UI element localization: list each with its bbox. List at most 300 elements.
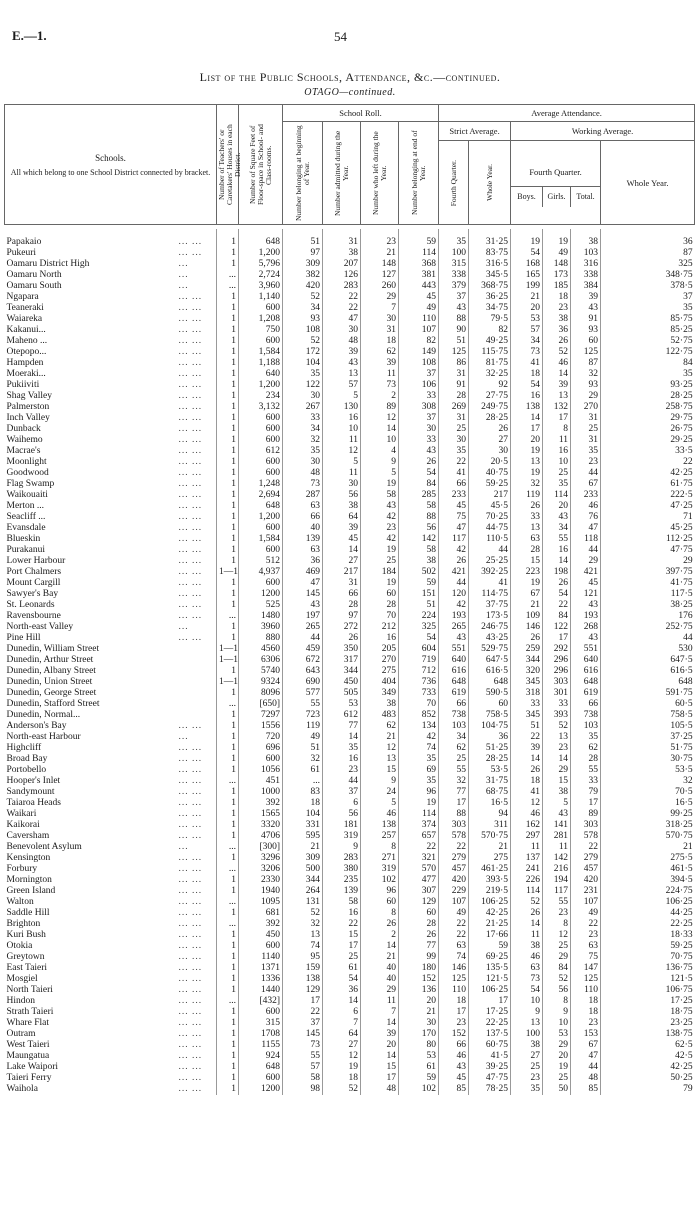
table-row xyxy=(5,985,695,996)
cell-floor-space: 1,188 xyxy=(239,358,283,369)
cell-whole-year: 122·75 xyxy=(601,347,695,358)
cell-roll-admitted: 37 xyxy=(323,787,361,798)
leader-dots: ... ... xyxy=(178,413,203,423)
cell-girls: 35 xyxy=(543,479,571,490)
cell-roll-admitted: 217 xyxy=(323,567,361,578)
cell-roll-left: 39 xyxy=(361,1029,399,1040)
school-name: Taieri Ferry xyxy=(6,1073,52,1083)
cell-roll-end: 99 xyxy=(399,952,439,963)
cell-whole-year: 378·5 xyxy=(601,281,695,292)
cell-teachers: 1 xyxy=(217,820,239,831)
cell-whole-year: 42·25 xyxy=(601,468,695,479)
cell-roll-beginning: 138 xyxy=(283,974,323,985)
school-name: Whare Flat xyxy=(6,1018,49,1028)
cell-roll-left: 127 xyxy=(361,270,399,281)
cell-whole-year: 59·25 xyxy=(601,941,695,952)
leader-dots: ... ... xyxy=(178,831,203,841)
cell-roll-end: 59 xyxy=(399,1073,439,1084)
school-name: Forbury xyxy=(6,864,38,874)
leader-dots xyxy=(177,688,217,699)
cell-strict-whole: 104·75 xyxy=(469,721,511,732)
cell-roll-beginning: 309 xyxy=(283,853,323,864)
cell-total: 60 xyxy=(571,336,601,347)
leader-dots: ... ... xyxy=(178,974,203,984)
cell-roll-admitted: 22 xyxy=(323,919,361,930)
cell-roll-end: 33 xyxy=(399,391,439,402)
cell-roll-end: 134 xyxy=(399,721,439,732)
cell-girls: 53 xyxy=(543,1029,571,1040)
cell-roll-beginning: 57 xyxy=(283,1062,323,1073)
cell-teachers: 1 xyxy=(217,457,239,468)
cell-total: 551 xyxy=(571,644,601,655)
cell-roll-end: 61 xyxy=(399,1062,439,1073)
cell-girls: 296 xyxy=(543,655,571,666)
cell-roll-end: 307 xyxy=(399,886,439,897)
cell-strict-whole: 44·75 xyxy=(469,523,511,534)
cell-strict-whole: 37·75 xyxy=(469,600,511,611)
cell-teachers: 1 xyxy=(217,336,239,347)
cell-roll-beginning: 61 xyxy=(283,765,323,776)
cell-boys: 14 xyxy=(511,919,543,930)
school-name: Oamaru South xyxy=(6,281,62,291)
cell-girls: 5 xyxy=(543,798,571,809)
cell-roll-end: 224 xyxy=(399,611,439,622)
cell-whole-year: 591·75 xyxy=(601,688,695,699)
cell-roll-admitted: 235 xyxy=(323,875,361,886)
cell-strict-fourth: 22 xyxy=(439,930,469,941)
cell-whole-year: 105·5 xyxy=(601,721,695,732)
cell-girls: 49 xyxy=(543,248,571,259)
cell-girls: 84 xyxy=(543,611,571,622)
cell-girls: 8 xyxy=(543,424,571,435)
table-row xyxy=(5,688,695,699)
cell-total: 93 xyxy=(571,325,601,336)
cell-teachers: 1 xyxy=(217,424,239,435)
cell-boys: 138 xyxy=(511,402,543,413)
cell-strict-whole: 59 xyxy=(469,941,511,952)
leader-dots: ... ... xyxy=(178,1062,203,1072)
cell-floor-space: 648 xyxy=(239,1062,283,1073)
school-name: Green Island xyxy=(6,886,56,896)
cell-boys: 23 xyxy=(511,1073,543,1084)
table-row xyxy=(5,622,695,633)
cell-floor-space: 3,960 xyxy=(239,281,283,292)
leader-dots xyxy=(177,677,217,688)
cell-teachers: 1 xyxy=(217,1084,239,1095)
cell-whole-year: 112·25 xyxy=(601,534,695,545)
cell-floor-space: 600 xyxy=(239,1073,283,1084)
cell-girls: 148 xyxy=(543,259,571,270)
cell-floor-space: 600 xyxy=(239,435,283,446)
cell-roll-admitted: 57 xyxy=(323,380,361,391)
col-average-attendance: Average Attendance. xyxy=(439,105,695,122)
cell-boys: 26 xyxy=(511,765,543,776)
cell-roll-left: 39 xyxy=(361,358,399,369)
cell-strict-whole: 368·75 xyxy=(469,281,511,292)
cell-strict-fourth: 66 xyxy=(439,699,469,710)
cell-strict-whole: 28·25 xyxy=(469,413,511,424)
cell-girls: 198 xyxy=(543,567,571,578)
cell-teachers: 1 xyxy=(217,809,239,820)
cell-total: 420 xyxy=(571,875,601,886)
cell-strict-whole: 79·5 xyxy=(469,314,511,325)
cell-boys: 12 xyxy=(511,798,543,809)
leader-dots: ... ... xyxy=(178,369,203,379)
cell-strict-whole: 39·25 xyxy=(469,1062,511,1073)
cell-floor-space: 3296 xyxy=(239,853,283,864)
cell-strict-whole: 51·25 xyxy=(469,743,511,754)
cell-roll-beginning: 643 xyxy=(283,666,323,677)
cell-roll-beginning: 104 xyxy=(283,358,323,369)
cell-roll-beginning: 97 xyxy=(283,248,323,259)
cell-floor-space: 512 xyxy=(239,556,283,567)
leader-dots: ... ... xyxy=(178,886,203,896)
cell-whole-year: 26·75 xyxy=(601,424,695,435)
cell-strict-whole: 82 xyxy=(469,325,511,336)
leader-dots: ... ... xyxy=(178,1029,203,1039)
school-name: Oamaru District High xyxy=(6,259,90,269)
cell-strict-whole: 219·5 xyxy=(469,886,511,897)
table-row xyxy=(5,853,695,864)
cell-roll-beginning: 83 xyxy=(283,787,323,798)
cell-whole-year: 648 xyxy=(601,677,695,688)
table-row xyxy=(5,633,695,644)
cell-strict-whole: 31·25 xyxy=(469,229,511,248)
cell-whole-year: 47·25 xyxy=(601,501,695,512)
school-name: Caversham xyxy=(6,831,50,841)
cell-strict-whole: 53·5 xyxy=(469,765,511,776)
cell-strict-fourth: 619 xyxy=(439,688,469,699)
cell-floor-space: 1,200 xyxy=(239,248,283,259)
cell-roll-end: 30 xyxy=(399,1018,439,1029)
cell-teachers: 1 xyxy=(217,1018,239,1029)
cell-roll-beginning: 331 xyxy=(283,820,323,831)
cell-floor-space: 600 xyxy=(239,1007,283,1018)
cell-roll-admitted: 380 xyxy=(323,864,361,875)
cell-boys: 15 xyxy=(511,556,543,567)
cell-floor-space: 3,132 xyxy=(239,402,283,413)
leader-dots: ... xyxy=(178,732,189,742)
cell-floor-space: 4,937 xyxy=(239,567,283,578)
cell-floor-space: [432] xyxy=(239,996,283,1007)
cell-roll-admitted: 11 xyxy=(323,468,361,479)
cell-strict-fourth: 25 xyxy=(439,424,469,435)
cell-teachers: 1 xyxy=(217,666,239,677)
cell-strict-fourth: 91 xyxy=(439,380,469,391)
cell-floor-space: 600 xyxy=(239,336,283,347)
cell-roll-admitted: 31 xyxy=(323,229,361,248)
cell-roll-admitted: 283 xyxy=(323,853,361,864)
cell-whole-year: 461·5 xyxy=(601,864,695,875)
cell-strict-whole: 41 xyxy=(469,578,511,589)
school-name: Oamaru North xyxy=(6,270,62,280)
cell-roll-beginning: 66 xyxy=(283,512,323,523)
cell-teachers: 1—1 xyxy=(217,567,239,578)
cell-roll-left: 20 xyxy=(361,1040,399,1051)
cell-floor-space: 1,200 xyxy=(239,380,283,391)
cell-floor-space: 1565 xyxy=(239,809,283,820)
cell-floor-space: 720 xyxy=(239,732,283,743)
cell-roll-end: 733 xyxy=(399,688,439,699)
cell-boys: 20 xyxy=(511,303,543,314)
cell-total: 32 xyxy=(571,369,601,380)
cell-girls: 52 xyxy=(543,721,571,732)
cell-roll-beginning: 37 xyxy=(283,1018,323,1029)
col-girls: Girls. xyxy=(543,187,571,207)
leader-dots: ... ... xyxy=(178,963,203,973)
cell-roll-end: 49 xyxy=(399,303,439,314)
cell-whole-year: 50·25 xyxy=(601,1073,695,1084)
cell-floor-space: 1200 xyxy=(239,589,283,600)
cell-floor-space: 2330 xyxy=(239,875,283,886)
cell-boys: 9 xyxy=(511,1007,543,1018)
cell-roll-left: 270 xyxy=(361,655,399,666)
cell-roll-admitted: 14 xyxy=(323,996,361,1007)
cell-roll-admitted: 6 xyxy=(323,1007,361,1018)
cell-floor-space: 600 xyxy=(239,468,283,479)
cell-whole-year: 275·5 xyxy=(601,853,695,864)
leader-dots: ... ... xyxy=(178,996,203,1006)
cell-floor-space: 1,584 xyxy=(239,347,283,358)
cell-roll-left: 46 xyxy=(361,809,399,820)
cell-roll-end: 42 xyxy=(399,732,439,743)
cell-strict-fourth: 22 xyxy=(439,842,469,853)
cell-roll-left: 31 xyxy=(361,325,399,336)
cell-teachers: 1 xyxy=(217,358,239,369)
col-total: Total. xyxy=(576,192,595,202)
cell-floor-space: 525 xyxy=(239,600,283,611)
cell-boys: 19 xyxy=(511,446,543,457)
school-name: Benevolent Asylum xyxy=(6,842,82,852)
leader-dots: ... ... xyxy=(178,633,203,643)
cell-strict-whole: 28·25 xyxy=(469,754,511,765)
cell-boys: 14 xyxy=(511,413,543,424)
cell-boys: 38 xyxy=(511,1040,543,1051)
school-name: Anderson's Bay xyxy=(6,721,67,731)
cell-girls: 301 xyxy=(543,688,571,699)
cell-roll-left: 5 xyxy=(361,798,399,809)
cell-strict-whole: 69·25 xyxy=(469,952,511,963)
table-row xyxy=(5,1084,695,1095)
cell-whole-year: 29 xyxy=(601,556,695,567)
leader-dots: ... ... xyxy=(178,556,203,566)
cell-total: 110 xyxy=(571,985,601,996)
cell-floor-space: 9324 xyxy=(239,677,283,688)
cell-roll-left: 23 xyxy=(361,523,399,534)
cell-teachers: 1 xyxy=(217,589,239,600)
cell-floor-space: 600 xyxy=(239,545,283,556)
cell-strict-whole: 311 xyxy=(469,820,511,831)
cell-boys: 26 xyxy=(511,908,543,919)
cell-strict-fourth: 265 xyxy=(439,622,469,633)
cell-roll-left: 19 xyxy=(361,578,399,589)
cell-strict-whole: 393·5 xyxy=(469,875,511,886)
cell-boys: 54 xyxy=(511,380,543,391)
cell-girls: 292 xyxy=(543,644,571,655)
school-name: Blueskin xyxy=(6,534,41,544)
cell-roll-end: 82 xyxy=(399,336,439,347)
cell-teachers: 1 xyxy=(217,853,239,864)
cell-roll-admitted: 47 xyxy=(323,314,361,325)
cell-roll-left: 40 xyxy=(361,974,399,985)
cell-girls: 84 xyxy=(543,963,571,974)
cell-total: 118 xyxy=(571,534,601,545)
cell-roll-left: 17 xyxy=(361,1073,399,1084)
table-row xyxy=(5,1018,695,1029)
cell-strict-fourth: 421 xyxy=(439,567,469,578)
leader-dots: ... ... xyxy=(178,809,203,819)
table-row xyxy=(5,798,695,809)
cell-girls: 20 xyxy=(543,501,571,512)
table-row xyxy=(5,699,695,710)
cell-roll-admitted: 30 xyxy=(323,325,361,336)
cell-roll-admitted: 54 xyxy=(323,974,361,985)
table-row xyxy=(5,501,695,512)
leader-dots: ... ... xyxy=(178,237,203,247)
school-name: Kakanui... xyxy=(6,325,46,335)
cell-whole-year: 41·75 xyxy=(601,578,695,589)
cell-total: 268 xyxy=(571,622,601,633)
cell-teachers: 1 xyxy=(217,600,239,611)
cell-girls: 303 xyxy=(543,677,571,688)
cell-total: 125 xyxy=(571,347,601,358)
cell-girls: 29 xyxy=(543,952,571,963)
table-row xyxy=(5,787,695,798)
cell-whole-year: 397·75 xyxy=(601,567,695,578)
cell-total: 85 xyxy=(571,1084,601,1095)
table-row xyxy=(5,512,695,523)
table-row xyxy=(5,820,695,831)
cell-strict-fourth: 47 xyxy=(439,523,469,534)
cell-teachers: 1 xyxy=(217,622,239,633)
cell-teachers: 1 xyxy=(217,259,239,270)
cell-roll-left: 7 xyxy=(361,303,399,314)
cell-girls: 50 xyxy=(543,1084,571,1095)
table-row xyxy=(5,952,695,963)
cell-roll-beginning: 34 xyxy=(283,303,323,314)
school-name: Moonlight xyxy=(6,457,47,467)
cell-total: 31 xyxy=(571,435,601,446)
cell-boys: 146 xyxy=(511,622,543,633)
cell-strict-fourth: 233 xyxy=(439,490,469,501)
leader-dots: ... ... xyxy=(178,875,203,885)
cell-teachers: 1—1 xyxy=(217,644,239,655)
table-row xyxy=(5,1051,695,1062)
school-name: Ngapara xyxy=(6,292,39,302)
school-name: Waihemo xyxy=(6,435,43,445)
cell-boys: 168 xyxy=(511,259,543,270)
cell-roll-end: 77 xyxy=(399,941,439,952)
cell-roll-left: 26 xyxy=(361,919,399,930)
cell-roll-end: 102 xyxy=(399,1084,439,1095)
table-row xyxy=(5,369,695,380)
table-row xyxy=(5,941,695,952)
cell-boys: 41 xyxy=(511,358,543,369)
cell-strict-fourth: 315 xyxy=(439,259,469,270)
cell-roll-beginning: 33 xyxy=(283,413,323,424)
schools-table xyxy=(4,104,695,1095)
cell-whole-year: 570·75 xyxy=(601,831,695,842)
cell-floor-space: 5,796 xyxy=(239,259,283,270)
leader-dots: ... xyxy=(178,281,189,291)
leader-dots: ... ... xyxy=(178,578,203,588)
cell-whole-year: 117·5 xyxy=(601,589,695,600)
cell-boys: 11 xyxy=(511,842,543,853)
leader-dots: ... ... xyxy=(178,1007,203,1017)
cell-roll-beginning: 32 xyxy=(283,435,323,446)
cell-roll-end: 106 xyxy=(399,380,439,391)
cell-strict-fourth: 28 xyxy=(439,391,469,402)
cell-whole-year: 45·25 xyxy=(601,523,695,534)
cell-total: 79 xyxy=(571,787,601,798)
cell-floor-space: 600 xyxy=(239,303,283,314)
cell-girls: 46 xyxy=(543,358,571,369)
cell-strict-fourth: 107 xyxy=(439,897,469,908)
cell-roll-left: 205 xyxy=(361,644,399,655)
cell-boys: 33 xyxy=(511,512,543,523)
cell-strict-whole: 20·5 xyxy=(469,457,511,468)
cell-roll-beginning: 47 xyxy=(283,578,323,589)
cell-girls: 8 xyxy=(543,919,571,930)
cell-roll-left: 60 xyxy=(361,897,399,908)
cell-roll-beginning: 32 xyxy=(283,919,323,930)
cell-floor-space: 1,208 xyxy=(239,314,283,325)
cell-roll-beginning: 145 xyxy=(283,1029,323,1040)
leader-dots: ... ... xyxy=(178,534,203,544)
school-name: Teaneraki xyxy=(6,303,44,313)
cell-whole-year: 106·25 xyxy=(601,897,695,908)
cell-roll-left: 14 xyxy=(361,941,399,952)
cell-strict-fourth: 125 xyxy=(439,347,469,358)
cell-whole-year: 36 xyxy=(601,229,695,248)
cell-teachers: 1 xyxy=(217,435,239,446)
table-row xyxy=(5,1029,695,1040)
page-number: 54 xyxy=(334,29,347,44)
cell-strict-fourth: 85 xyxy=(439,1084,469,1095)
cell-roll-left: 9 xyxy=(361,776,399,787)
cell-girls: 23 xyxy=(543,303,571,314)
school-name: Walton xyxy=(6,897,34,907)
cell-girls: 16 xyxy=(543,446,571,457)
col-working-average: Working Average. xyxy=(511,122,695,141)
cell-roll-left: 14 xyxy=(361,1051,399,1062)
cell-girls: 141 xyxy=(543,820,571,831)
cell-whole-year: 758·5 xyxy=(601,710,695,721)
cell-whole-year: 70·75 xyxy=(601,952,695,963)
cell-roll-beginning: 344 xyxy=(283,875,323,886)
cell-roll-admitted: 30 xyxy=(323,479,361,490)
school-name: Dunedin, Stafford Street xyxy=(6,699,100,709)
cell-girls: 25 xyxy=(543,941,571,952)
school-name: East Taieri xyxy=(6,963,48,973)
table-row xyxy=(5,1007,695,1018)
cell-teachers: 1 xyxy=(217,688,239,699)
col-roll-beginning: Number belonging at beginning of Year. xyxy=(283,122,323,225)
cell-strict-fourth: 43 xyxy=(439,1062,469,1073)
leader-dots: ... ... xyxy=(178,952,203,962)
cell-strict-fourth: 120 xyxy=(439,589,469,600)
cell-teachers: ... xyxy=(217,842,239,853)
cell-whole-year: 138·75 xyxy=(601,1029,695,1040)
cell-floor-space: 648 xyxy=(239,229,283,248)
cell-boys: 73 xyxy=(511,347,543,358)
cell-strict-whole: 217 xyxy=(469,490,511,501)
cell-roll-admitted: 283 xyxy=(323,281,361,292)
cell-roll-end: 84 xyxy=(399,479,439,490)
cell-roll-beginning: 265 xyxy=(283,622,323,633)
leader-dots: ... xyxy=(178,842,189,852)
cell-total: 23 xyxy=(571,457,601,468)
